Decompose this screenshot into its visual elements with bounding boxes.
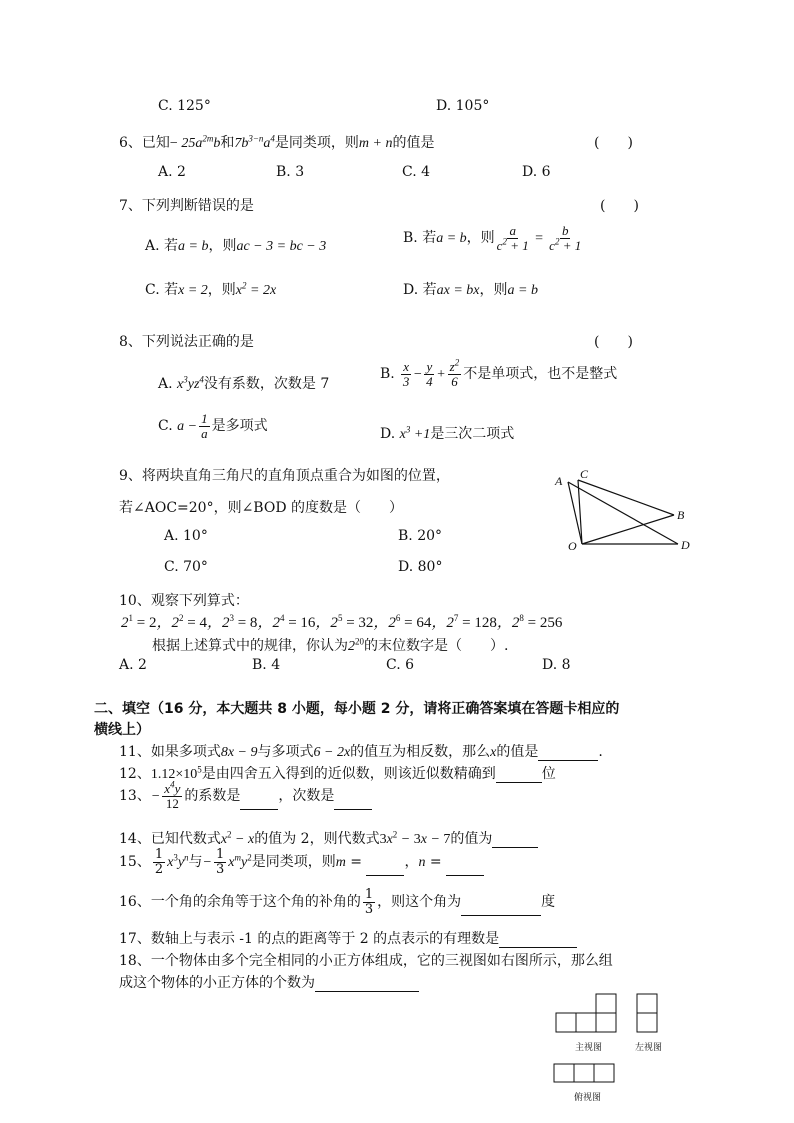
question-10: 10、观察下列算式： (119, 593, 249, 609)
q9-option-c: C. 70° (164, 559, 208, 575)
q10-option-c: C. 6 (386, 657, 415, 673)
q17-answer-blank[interactable] (499, 933, 577, 948)
q7-option-a: A. 若a = b，则ac − 3 = bc − 3 (145, 238, 327, 254)
segment-ad (568, 482, 678, 544)
section-2-title-line2: 横线上） (94, 722, 150, 738)
q9-option-a: A. 10° (164, 528, 208, 544)
q12-answer-blank[interactable] (496, 768, 542, 783)
label-b: B (677, 508, 685, 522)
q6-option-c: C. 4 (402, 164, 431, 180)
front-view-caption: 主视图 (575, 1043, 603, 1053)
question-9-line2: 若∠AOC=20°，则∠BOD 的度数是（ ） (119, 500, 404, 516)
question-8: 8、下列说法正确的是 (119, 334, 254, 350)
q7-answer-paren: ( ) (600, 198, 639, 214)
q10-option-b: B. 4 (252, 657, 281, 673)
q6-option-b: B. 3 (276, 164, 305, 180)
top-view-caption: 俯视图 (574, 1093, 602, 1103)
q10-option-d: D. 8 (542, 657, 571, 673)
left-view-caption: 左视图 (635, 1043, 663, 1053)
q10-rule: 根据上述算式中的规律，你认为$2^{20}$的末位数字是（ ）. (152, 636, 509, 654)
question-16: 16、一个角的余角等于这个角的补角的 $\frac{1}{3}$ ，则这个角为 度 (119, 887, 556, 917)
question-12: 12、$1.12\times 10^5$是由四舍五入得到的近似数，则该近似数精确到 位 (119, 764, 556, 782)
section-2-title-line1: 二、填空（16 分，本大题共 8 小题，每小题 2 分，请将正确答案填在答题卡相应的 (94, 701, 620, 717)
q13-coefficient-blank[interactable] (240, 795, 278, 810)
segment-cb (578, 480, 674, 515)
question-18-line1: 18、一个物体由多个完全相同的小正方体组成，它的三视图如右图所示，那么组 (119, 953, 613, 969)
question-15: 15、 $\frac{1}{2}$ $x^3y^n$与− $\frac{1}{3}$ $x^my^2$是同类项，则m = ，n = (119, 848, 484, 876)
q8-answer-paren: ( ) (594, 334, 633, 350)
q5-option-d: D. 105° (436, 98, 490, 114)
q7-option-b: B. 若a = b，则 $\frac{a}{c^2 + 1}$ = $\frac{b}{c^2 + 1}$ (403, 223, 582, 253)
q7-option-c: C. 若x = 2，则$x^2 = 2x$ (145, 280, 277, 298)
q6-answer-paren: ( ) (594, 135, 633, 151)
question-13: 13、− $\frac{x^4y}{12}$ 的系数是 ，次数是 (119, 782, 372, 810)
q6-option-a: A. 2 (158, 164, 186, 180)
q11-answer-blank[interactable] (538, 746, 598, 761)
q14-answer-blank[interactable] (492, 833, 538, 848)
q10-option-a: A. 2 (119, 657, 147, 673)
q15-m-blank[interactable] (366, 861, 404, 876)
question-18-line2: 成这个物体的小正方体的个数为 (119, 972, 419, 992)
q9-option-b: B. 20° (398, 528, 443, 544)
three-views-figure (548, 988, 678, 1110)
segment-ob (582, 515, 674, 544)
q15-n-blank[interactable] (446, 861, 484, 876)
q10-equations: $2^1 = 2$，$2^2 = 4$，$2^3 = 8$，$2^4 = 16$，$2^5 = 32$，$2^6 = 64$，$2^7 = 128$，$2^8 = 256$ (121, 613, 563, 631)
question-17: 17、数轴上与表示 -1 的点的距离等于 2 的点表示的有理数是 (119, 928, 577, 948)
label-a: A (555, 474, 563, 488)
q8-option-c: C. a − $\frac{1}{a}$ 是多项式 (158, 411, 268, 441)
q6-option-d: D. 6 (522, 164, 551, 180)
question-9-line1: 9、将两块直角三角尺的直角顶点重合为如图的位置， (119, 468, 450, 484)
label-c: C (580, 467, 589, 481)
question-7: 7、下列判断错误的是 (119, 198, 254, 214)
q8-option-d: D. $x^3 +1$是三次二项式 (380, 424, 515, 442)
question-14: 14、已知代数式$x^2 - x$的值为 2，则代数式$3x^2 - 3x - 7$的值为 (119, 828, 538, 848)
q7-option-d: D. 若ax = bx，则a = b (403, 282, 538, 298)
q16-answer-blank[interactable] (461, 901, 541, 916)
q18-answer-blank[interactable] (315, 977, 419, 992)
q13-degree-blank[interactable] (334, 795, 372, 810)
question-11: 11、如果多项式8x − 9与多项式6 − 2x的值互为相反数，那么x的值是 . (119, 744, 603, 760)
label-o: O (568, 539, 577, 553)
q9-option-d: D. 80° (398, 559, 443, 575)
question-6: 6、已知− $25a^{2m}b$和$7b^{3-n}a^4$是同类项，则m + n的值是 (119, 133, 435, 151)
label-d: D (681, 538, 690, 552)
q8-option-a: A. $x^3yz^4$没有系数，次数是 7 (158, 374, 330, 392)
q8-option-b: B. $\frac{x}{3}$ − $\frac{y}{4}$ + $\frac{z^2}{6}$ 不是单项式，也不是整式 (380, 357, 618, 389)
q5-option-c: C. 125° (158, 98, 211, 114)
triangle-figure (548, 466, 698, 558)
